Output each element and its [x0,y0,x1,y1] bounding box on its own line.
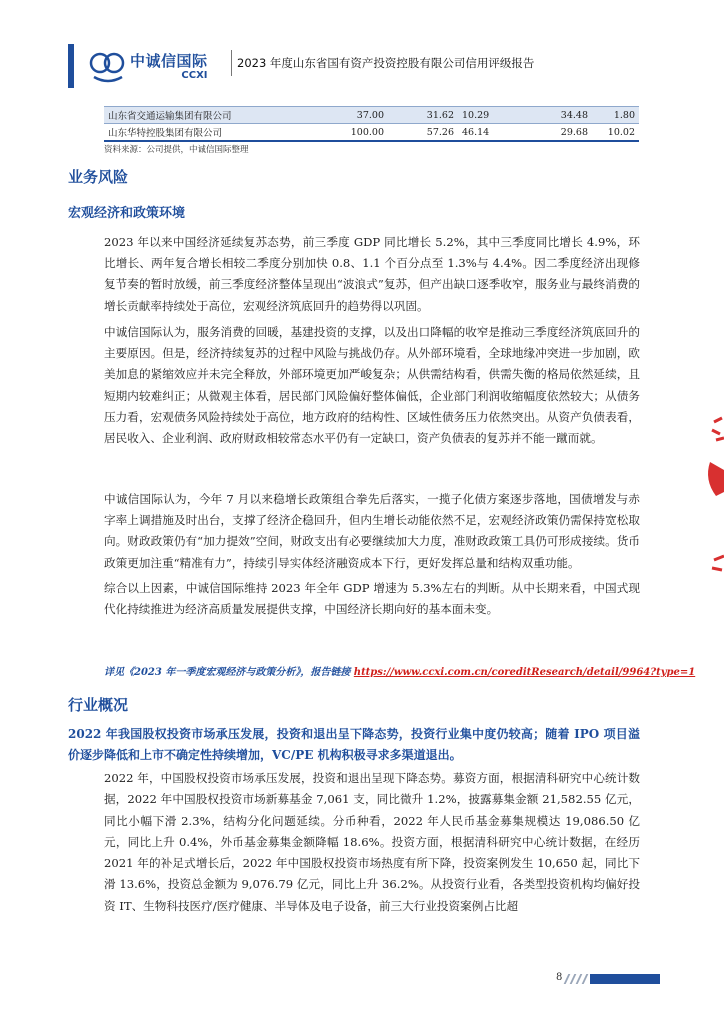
table-cell: 34.48 [526,107,592,124]
table-cell: 山东华特控股集团有限公司 [104,124,302,142]
paragraph: 2022 年，中国股权投资市场承压发展，投资和退出呈现下降态势。募资方面，根据清科研究中心统计数据，2022 年中国股权投资市场新募基金 7,061 支，同比微升 1.2%，披露募集金额 21,582.55 亿元，同比小幅下滑 2.3%，结构分化问题延续。分币种看，2022 年人民币基金募集规模达 19,086.50 亿元，同比上升 0.4%，外币基金募集金额降幅 18.6%。投资方面，根据清科研究中心统计数据，在经历 2021 年的补足式增长后，2022 年中国股权投资市场热度有所下降，投资案例发生 10,650 起，同比下滑 13.6%，投资总金额为 9,076.79 亿元，同比上升 36.2%。从投资行业看，各类型投资机构均偏好投资 IT、生物科技医疗/医疗健康、半导体及电子设备，前三大行业投资案例占比超 [104,771,640,913]
industry-lead-summary: 2022 年我国股权投资市场承压发展，投资和退出呈下降态势，投资行业集中度仍较高；随着 IPO 项目溢价逐步降低和上市不确定性持续增加，VC/PE 机构积极寻求多渠道退出。 [68,727,640,762]
paragraph: 中诚信国际认为，今年 7 月以来稳增长政策组合拳先后落实，一揽子化债方案逐步落地，国债增发与赤字率上调措施及时出台，支撑了经济企稳回升，但内生增长动能依然不足，宏观经济政策仍需保持宽松取向。财政政策仍有“加力提效”空间，财政支出有必要继续加大力度，准财政政策工具仍可形成接续。货币政策更加注重“精准有力”，持续引导实体经济融资成本下行，更好发挥总量和结构双重功能。 [104,492,640,570]
table-cell: 10.29 [458,107,526,124]
page-number: 8 [556,972,563,983]
table-cell: 山东省交通运输集团有限公司 [104,107,302,124]
table-cell: 57.26 [388,124,458,142]
section-title-industry: 行业概况 [68,696,129,714]
table-cell: 37.00 [302,107,388,124]
report-title: 2023 年度山东省国有资产投资控股有限公司信用评级报告 [237,56,535,70]
red-seal-stamp [700,400,724,600]
table-row [104,124,639,142]
table-row [104,107,639,124]
header-separator [231,50,232,76]
subsection-title-macro: 宏观经济和政策环境 [68,206,186,221]
table-cell: 46.14 [458,124,526,142]
logo-chinese-text: 中诚信国际 [130,51,208,70]
section-title-business-risk: 业务风险 [68,168,129,186]
table-cell: 10.02 [592,124,639,142]
paragraph: 综合以上因素，中诚信国际维持 2023 年全年 GDP 增速为 5.3%左右的判断。从中长期来看，中国式现代化持续推进为经济高质量发展提供支撑，中国经济长期向好的基本面未变。 [104,581,640,617]
logo-english-text: CCXI [181,69,208,81]
shareholding-table [104,106,639,142]
paragraph: 2023 年以来中国经济延续复苏态势，前三季度 GDP 同比增长 5.2%，其中三季度同比增长 4.9%，环比增长、两年复合增长相较二季度分别加快 0.8、1.1 个百分点至 1.3%与 4.4%。因二季度经济出现修复节奏的暂时放缓，前三季度经济整体呈现出“波浪式”复苏，但产出缺口逐季收窄，服务业与最终消费的增长贡献率持续处于高位，宏观经济筑底回升的趋势得以巩固。 [104,235,640,313]
ccxi-logo-icon [88,49,128,85]
table-source-note: 资料来源：公司提供，中诚信国际整理 [104,145,249,155]
report-link[interactable]: https://www.ccxi.com.cn/coreditResearch/detail/9964?type=1 [353,667,696,678]
header-accent-bar [68,44,74,88]
table-cell: 100.00 [302,124,388,142]
report-reference [104,663,696,678]
footer-accent-bar [590,974,660,984]
table-cell: 31.62 [388,107,458,124]
table-cell: 29.68 [526,124,592,142]
ccxi-logo [88,48,228,86]
table-cell: 1.80 [592,107,639,124]
paragraph: 中诚信国际认为，服务消费的回暖，基建投资的支撑，以及出口降幅的收窄是推动三季度经济筑底回升的主要原因。但是，经济持续复苏的过程中风险与挑战仍存。从外部环境看，全球地缘冲突进一步加剧，欧美加息的紧缩效应并未完全释放，外部环境更加严峻复杂；从供需结构看，供需失衡的格局依然延续，且短期内较难纠正；从微观主体看，居民部门风险偏好整体偏低，企业部门利润收缩幅度依然较大；从债务压力看，宏观债务风险持续处于高位，地方政府的结构性、区域性债务压力依然突出。从资产负债表看，居民收入、企业利润、政府财政相较常态水平仍有一定缺口，资产负债表的复苏并不能一蹴而就。 [104,325,640,446]
reference-text: 详见《2023 年一季度宏观经济与政策分析》，报告链接 [104,667,354,678]
